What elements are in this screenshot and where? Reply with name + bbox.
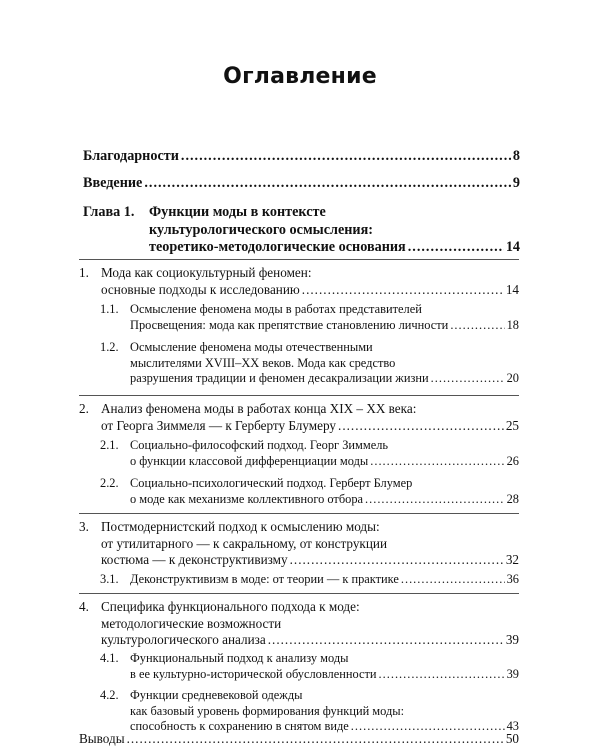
subsection-title-line: разрушения традиции и феномен десакрализации жизни bbox=[130, 371, 429, 385]
toc-subsection-2-1[interactable] bbox=[100, 438, 519, 469]
subsection-title-line: Осмысление феномена моды отечественными bbox=[130, 340, 373, 354]
page-title: Оглавление bbox=[223, 64, 377, 89]
dot-leader bbox=[408, 239, 504, 257]
toc-page-number: 8 bbox=[512, 148, 520, 164]
toc-section-4[interactable] bbox=[79, 599, 519, 649]
dot-leader bbox=[290, 552, 504, 569]
toc-page-number: 36 bbox=[506, 572, 519, 586]
section-title-line: костюма — к деконструктивизму bbox=[101, 552, 288, 567]
dot-leader bbox=[144, 175, 511, 192]
toc-page-number: 50 bbox=[505, 731, 519, 746]
section-title-line: от Георга Зиммеля — к Герберту Блумеру bbox=[101, 417, 337, 433]
chapter-title-line: Функции моды в контексте bbox=[149, 204, 326, 220]
subsection-title-line: как базовый уровень формирования функций моды: bbox=[130, 703, 405, 718]
subsection-title-line: Функциональный подход к анализу моды bbox=[130, 651, 349, 665]
toc-page-number: 43 bbox=[506, 719, 519, 733]
dot-leader bbox=[127, 731, 504, 747]
chapter-number: Глава 1. bbox=[83, 204, 135, 220]
toc-entry-title: Выводы bbox=[79, 731, 125, 746]
dot-leader bbox=[431, 371, 505, 387]
subsection-title-line: о функции классовой дифференциации моды bbox=[130, 453, 369, 468]
subsection-title-line: способность к сохранению в снятом виде bbox=[130, 719, 349, 733]
subsection-number: 1.1. bbox=[100, 302, 119, 316]
toc-page-number: 39 bbox=[505, 632, 519, 647]
subsection-number: 2.2. bbox=[100, 476, 119, 490]
subsection-number: 1.2. bbox=[100, 340, 119, 354]
subsection-title-line: мыслителями XVIII–XX веков. Мода как средство bbox=[130, 355, 396, 370]
toc-page-number: 14 bbox=[505, 281, 519, 297]
divider bbox=[79, 259, 519, 260]
toc-subsection-1-2[interactable] bbox=[100, 340, 519, 387]
toc-entry-acknowledgements[interactable] bbox=[83, 148, 520, 165]
toc-page-number: 20 bbox=[506, 371, 519, 385]
toc-section-3[interactable] bbox=[79, 519, 519, 569]
toc-subsection-4-2[interactable] bbox=[100, 688, 519, 735]
subsection-title-line: о моде как механизме коллективного отбора bbox=[130, 491, 364, 506]
toc-page-number: 18 bbox=[506, 317, 519, 332]
toc-page-number: 14 bbox=[505, 239, 520, 255]
dot-leader bbox=[379, 667, 505, 683]
toc-page-number: 39 bbox=[506, 666, 519, 681]
toc-page-number: 32 bbox=[505, 552, 519, 567]
section-number: 1. bbox=[79, 265, 89, 280]
section-title-line: Постмодернистский подход к осмыслению моды: bbox=[101, 519, 380, 534]
toc-subsection-3-1[interactable] bbox=[100, 572, 519, 588]
section-title-line: Мода как социокультурный феномен: bbox=[101, 265, 312, 280]
divider bbox=[79, 513, 519, 514]
section-title-line: Анализ феномена моды в работах конца XIX – XX века: bbox=[101, 401, 417, 416]
toc-chapter-1[interactable] bbox=[83, 204, 520, 257]
section-title-line: культурологического анализа bbox=[101, 632, 266, 647]
section-number: 4. bbox=[79, 599, 89, 614]
toc-subsection-2-2[interactable] bbox=[100, 476, 519, 507]
subsection-number: 4.2. bbox=[100, 688, 119, 702]
dot-leader bbox=[268, 632, 504, 649]
toc-entry-title: Благодарности bbox=[83, 148, 179, 164]
dot-leader bbox=[450, 318, 504, 334]
divider bbox=[79, 593, 519, 594]
toc-entry-title: Введение bbox=[83, 175, 143, 191]
dot-leader bbox=[401, 572, 505, 588]
dot-leader bbox=[338, 418, 504, 435]
section-title-line: основные подходы к исследованию bbox=[101, 281, 300, 297]
section-title-line: методологические возможности bbox=[101, 615, 282, 631]
toc-entry-introduction[interactable] bbox=[83, 175, 520, 192]
subsection-title-line: Просвещения: мода как препятствие становлению личности bbox=[130, 317, 449, 332]
dot-leader bbox=[181, 148, 511, 165]
dot-leader bbox=[302, 282, 504, 299]
subsection-title-line: Социально-философский подход. Георг Зиммель bbox=[130, 438, 389, 452]
subsection-title-line: Осмысление феномена моды в работах представителей bbox=[130, 302, 422, 316]
subsection-number: 2.1. bbox=[100, 438, 119, 452]
chapter-title-line: культурологического осмысления: bbox=[149, 221, 373, 238]
dot-leader bbox=[370, 454, 504, 470]
subsection-title-line: Деконструктивизм в моде: от теории — к практике bbox=[130, 572, 399, 586]
toc-page-number: 26 bbox=[506, 453, 519, 468]
toc-page-number: 9 bbox=[512, 175, 520, 191]
toc-entry-conclusions[interactable] bbox=[79, 731, 519, 747]
subsection-number: 3.1. bbox=[100, 572, 119, 586]
toc-page-number: 28 bbox=[506, 491, 519, 506]
subsection-title-line: Социально-психологический подход. Герберт Блумер bbox=[130, 476, 413, 490]
toc-section-2[interactable] bbox=[79, 401, 519, 434]
section-number: 3. bbox=[79, 519, 89, 534]
dot-leader bbox=[365, 492, 505, 508]
section-title-line: Специфика функционального подхода к моде: bbox=[101, 599, 360, 614]
toc-subsection-1-1[interactable] bbox=[100, 302, 519, 333]
subsection-title-line: в ее культурно-исторической обусловленности bbox=[130, 666, 377, 681]
section-number: 2. bbox=[79, 401, 89, 416]
chapter-title-line: теоретико-методологические основания bbox=[149, 239, 406, 255]
section-title-line: от утилитарного — к сакральному, от конструкции bbox=[101, 535, 387, 551]
subsection-number: 4.1. bbox=[100, 651, 119, 665]
toc-page-number: 25 bbox=[505, 417, 519, 433]
toc-section-1[interactable] bbox=[79, 265, 519, 298]
subsection-title-line: Функции средневековой одежды bbox=[130, 688, 303, 702]
divider bbox=[79, 395, 519, 396]
toc-subsection-4-1[interactable] bbox=[100, 651, 519, 682]
